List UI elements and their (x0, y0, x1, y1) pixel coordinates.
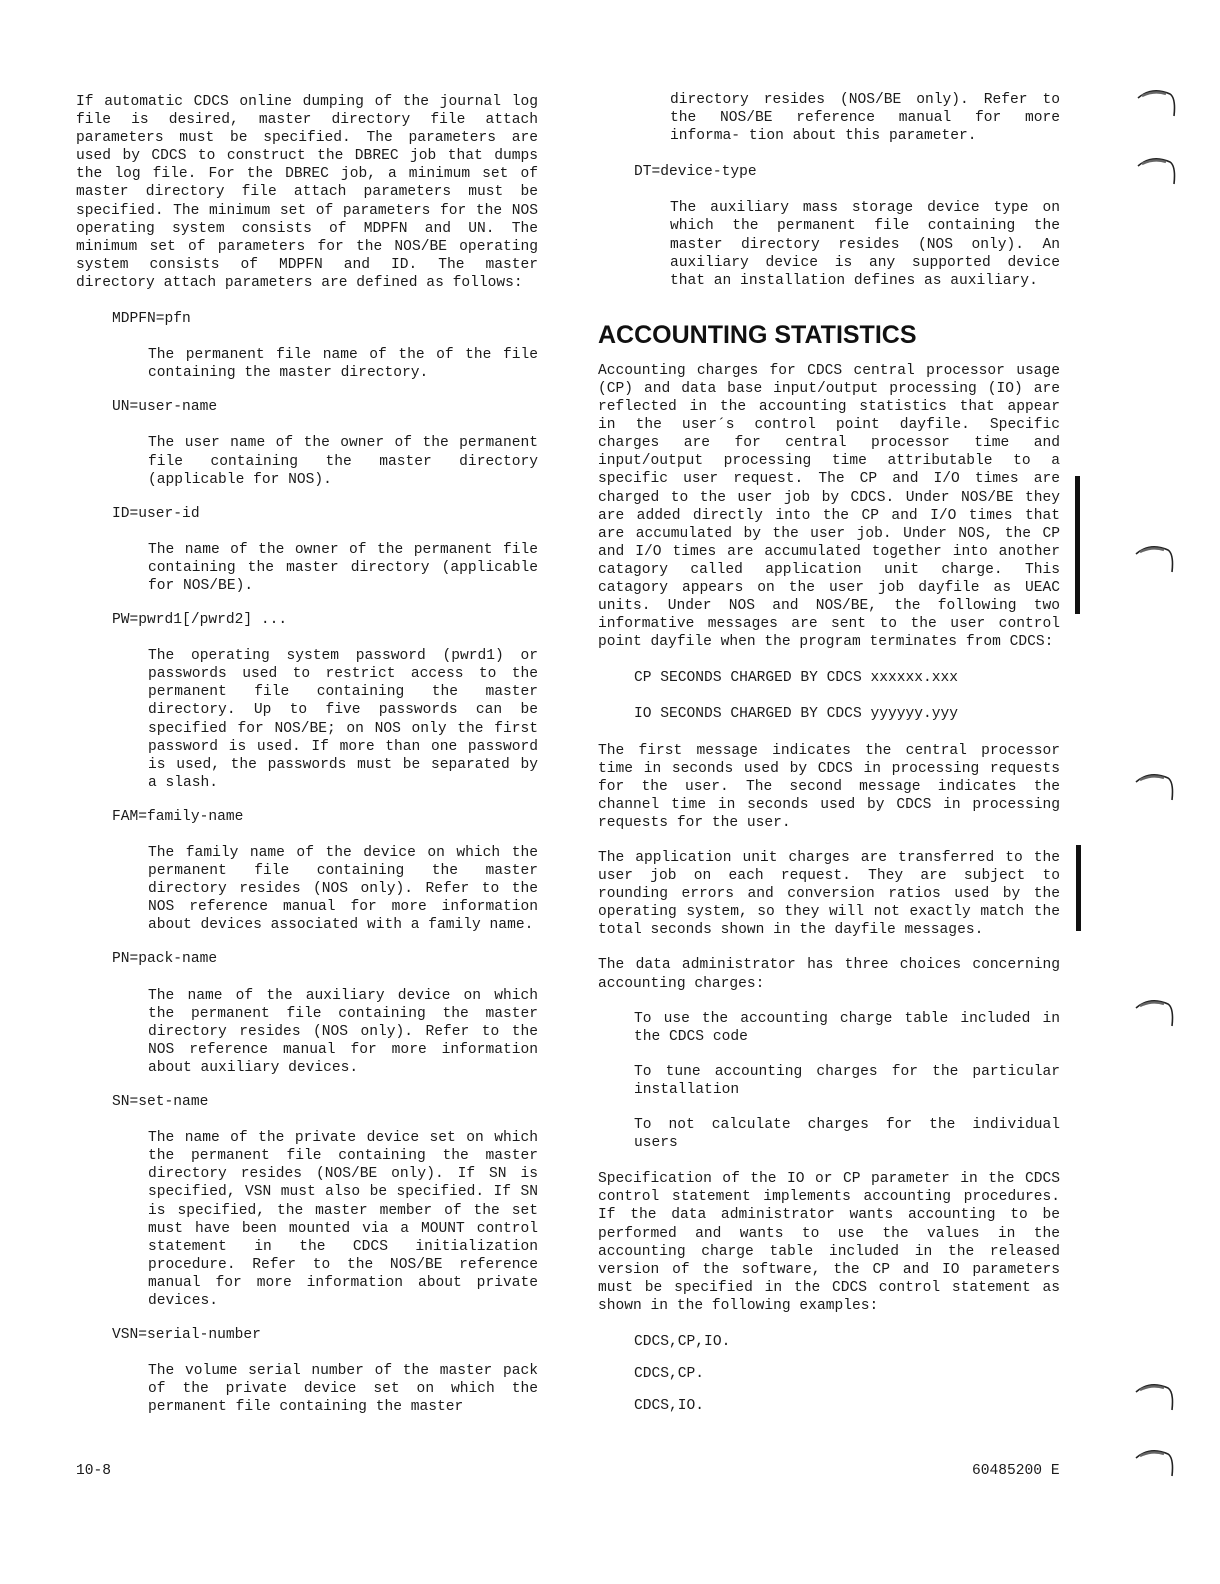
param-term-dt: DT=device-type (634, 164, 757, 181)
binder-clip-icon (1134, 540, 1180, 574)
left-column (76, 93, 538, 1416)
param-def-un: The user name of the owner of the permanent file containing the master directory (applicable for NOS). (148, 435, 538, 488)
section-heading: ACCOUNTING STATISTICS (598, 320, 917, 349)
binder-clip-icon (1134, 1378, 1180, 1412)
accounting-paragraph-3: The application unit charges are transferred to the user job on each request. They are subject to rounding errors and conversion ratios used by the operating system, so they will not exactly match the total seconds shown in the dayfile messages. (598, 850, 1060, 939)
vsn-def-continued: directory resides (NOS/BE only). Refer to the NOS/BE reference manual for more informa- tion about this parameter. (670, 92, 1060, 145)
param-def-dt: The auxiliary mass storage device type on which the permanent file containing the master directory resides (NOS only). An auxiliary device is any supported device that an installation defines as auxiliary. (670, 200, 1060, 289)
binder-clip-icon (1136, 152, 1182, 186)
param-term-pw: PW=pwrd1[/pwrd2] ... (112, 612, 288, 629)
example-statement: CDCS,CP,IO. (634, 1333, 731, 1350)
accounting-paragraph-5: Specification of the IO or CP parameter in the CDCS control statement implements accounting procedures. If the data administrator wants accounting to be performed and wants to use the values in the accounting charge table included in the released version of the software, the CP and IO parameters must be specified in the CDCS control statement as shown in the following examples: (598, 1171, 1060, 1314)
dayfile-message-cp: CP SECONDS CHARGED BY CDCS xxxxxx.xxx (634, 670, 959, 687)
binder-clip-icon (1134, 994, 1180, 1028)
param-term-fam: FAM=family-name (112, 808, 244, 825)
param-def-fam: The family name of the device on which the permanent file containing the master directory resides (NOS only). Refer to the NOS reference manual for more information about devices associated with a family name. (148, 845, 538, 934)
param-def-pw: The operating system password (pwrd1) or passwords used to restrict access to the permanent file containing the master directory. Up to five passwords can be specified for NOS/BE; on NOS only the first password is used. If more than one password is used, the passwords must be separated by a slash. (148, 648, 538, 791)
param-term-vsn: VSN=serial-number (112, 1327, 261, 1344)
change-bar (1076, 845, 1081, 931)
param-term-id: ID=user-id (112, 505, 200, 522)
dayfile-message-io: IO SECONDS CHARGED BY CDCS yyyyyy.yyy (634, 706, 959, 723)
param-term-mdpfn: MDPFN=pfn (112, 311, 191, 328)
choice-item: To use the accounting charge table included in the CDCS code (634, 1010, 1060, 1045)
change-bar (1075, 476, 1080, 614)
example-statement: CDCS,IO. (634, 1398, 705, 1415)
param-def-mdpfn: The permanent file name of the of the file containing the master directory. (148, 347, 538, 382)
example-statement: CDCS,CP. (634, 1366, 705, 1383)
accounting-paragraph-2: The first message indicates the central processor time in seconds used by CDCS in processing requests for the user. The second message indicates the channel time in seconds used by CDCS in processing requests for the user. (598, 742, 1060, 831)
param-def-pn: The name of the auxiliary device on which the permanent file containing the master directory resides (NOS only). Refer to the NOS reference manual for more information about auxiliary devices. (148, 987, 538, 1076)
page-number: 10-8 (76, 1463, 112, 1479)
accounting-paragraph-4: The data administrator has three choices concerning accounting charges: (598, 957, 1060, 992)
right-column (598, 91, 1060, 1415)
binder-clip-icon (1136, 84, 1182, 118)
param-def-id: The name of the owner of the permanent file containing the master directory (applicable for NOS/BE). (148, 541, 538, 594)
param-term-un: UN=user-name (112, 399, 218, 416)
param-def-vsn: The volume serial number of the master pack of the private device set on which the permanent file containing the master (148, 1363, 538, 1416)
param-term-sn: SN=set-name (112, 1094, 209, 1111)
param-term-pn: PN=pack-name (112, 951, 218, 968)
document-number: 60485200 E (972, 1463, 1060, 1479)
choice-item: To not calculate charges for the individual users (634, 1117, 1060, 1152)
param-def-sn: The name of the private device set on which the permanent file containing the master directory resides (NOS/BE only). If SN is specified, VSN must also be specified. If SN is specified, the master member of the set must have been mounted via a MOUNT control statement in the CDCS initialization procedure. Refer to the NOS/BE reference manual for more information about private devices. (148, 1130, 538, 1309)
binder-clip-icon (1134, 768, 1180, 802)
accounting-paragraph-1: Accounting charges for CDCS central processor usage (CP) and data base input/output processing (IO) are reflected in the accounting statistics that appear in the user´s control point dayfile. Specific charges are for central processor time and input/output processing time attributable to a specific user request. The CP and I/O times are charged to the user job by CDCS. Under NOS/BE they are added directly into the CP and I/O times that are accumulated by the user job. Under NOS, the CP and I/O times are accumulated together into another catagory called application unit charge. This catagory appears on the user job dayfile as UEAC units. Under NOS and NOS/BE, the following two informative messages are sent to the user control point dayfile when the program terminates from CDCS: (598, 362, 1060, 651)
intro-paragraph: If automatic CDCS online dumping of the journal log file is desired, master directory file attach parameters must be specified. The parameters are used by CDCS to construct the DBREC job that dumps the log file. For the DBREC job, a minimum set of master directory file attach parameters must be specified. The minimum set of parameters for the NOS operating system consists of MDPFN and UN. The minimum set of parameters for the NOS/BE operating system consists of MDPFN and ID. The master directory attach parameters are defined as follows: (76, 94, 538, 291)
binder-clip-icon (1134, 1444, 1180, 1478)
choice-item: To tune accounting charges for the particular installation (634, 1063, 1060, 1098)
